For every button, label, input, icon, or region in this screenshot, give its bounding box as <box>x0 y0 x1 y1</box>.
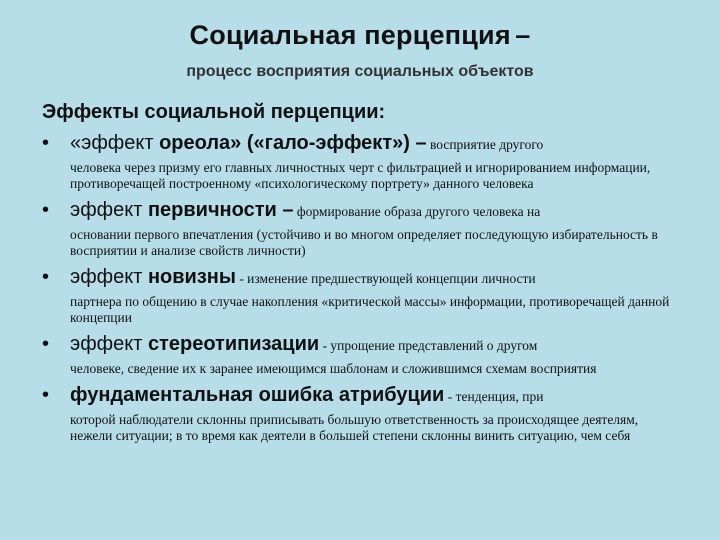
title-text: Социальная перцепция <box>189 20 511 50</box>
bullet: • <box>42 266 50 288</box>
bullet: • <box>42 384 50 406</box>
item-desc: которой наблюдатели склонны приписывать большую ответственность за происходящее деятелям, нежели ситуации; в то время как деятели в большей степени склонны винить ситуацию, чем себя <box>70 412 639 443</box>
slide-subtitle <box>0 63 720 81</box>
bullet: • <box>42 132 50 154</box>
bullet: • <box>42 199 50 221</box>
slide-title <box>0 20 720 51</box>
item-term: первичности – <box>147 199 294 221</box>
item-lead: «эффект <box>70 132 160 154</box>
item-term: стереотипизации <box>147 333 320 355</box>
item-desc-inline: - изменение предшествующей концепции личности <box>235 271 536 286</box>
item-desc-inline: - упрощение представлений о другом <box>319 338 538 353</box>
subtitle-text: процесс восприятия социальных объектов <box>186 63 534 80</box>
item-desc-inline: формирование образа другого человека на <box>293 204 541 219</box>
list-item-attribution-error <box>42 383 682 444</box>
item-desc-inline: восприятие другого <box>426 137 544 152</box>
item-term: ореола» («гало-эффект») – <box>159 132 427 154</box>
title-dash: – <box>515 20 531 50</box>
list-item-halo <box>42 131 682 192</box>
item-desc: партнера по общению в случае накопления «критической массы» информации, противоречащей данной концепции <box>70 294 670 325</box>
item-desc: основании первого впечатления (устойчиво и во многом определяет последующую избирательность в восприятии и анализе свойств личности) <box>70 227 658 258</box>
item-term: фундаментальная ошибка атрибуции <box>70 384 445 406</box>
item-lead: эффект <box>70 266 148 288</box>
item-desc-inline: - тенденция, при <box>444 389 544 404</box>
list-item-primacy <box>42 198 682 259</box>
item-lead: эффект <box>70 333 148 355</box>
list-item-recency <box>42 265 682 326</box>
section-heading: Эффекты социальной перцепции: <box>42 101 386 123</box>
bullet: • <box>42 333 50 355</box>
item-desc: человека через призму его главных личностных черт с фильтрацией и игнорированием информации, противоречащей построенному «психологическому портрету» данного человека <box>70 160 651 191</box>
list-item-stereotyping <box>42 332 682 377</box>
item-lead: эффект <box>70 199 148 221</box>
item-desc: человеке, сведение их к заранее имеющимся шаблонам и сложившимся схемам восприятия <box>70 361 597 376</box>
item-term: новизны <box>147 266 236 288</box>
effects-list <box>42 131 682 450</box>
